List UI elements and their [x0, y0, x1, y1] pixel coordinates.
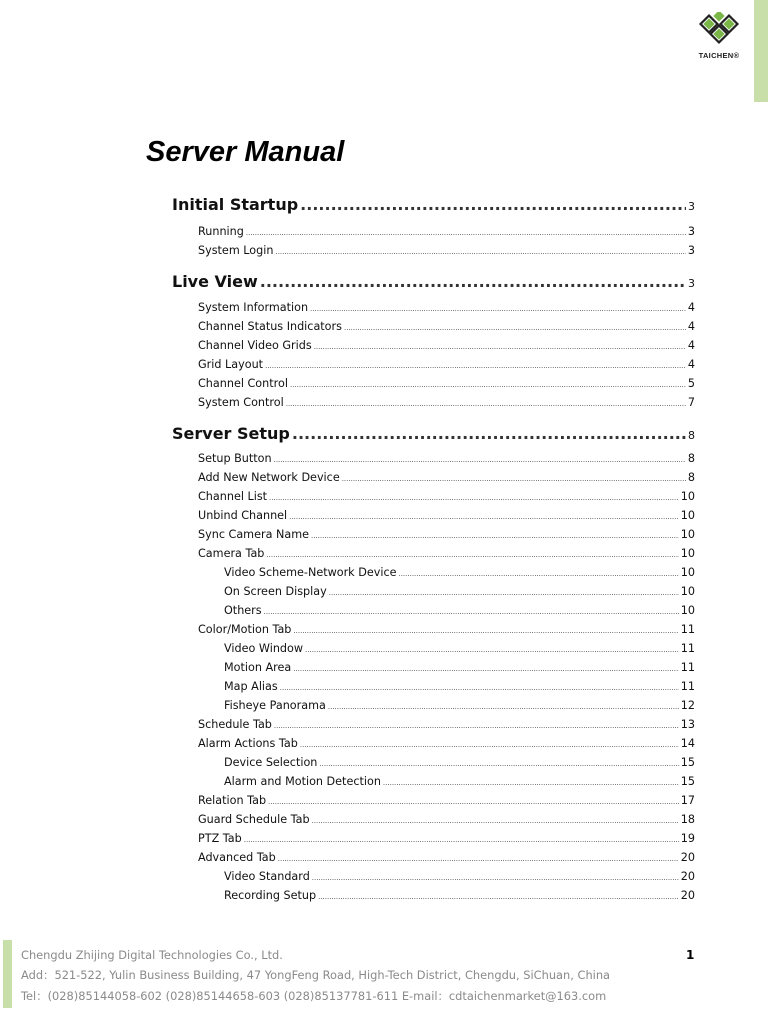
toc-entry-page: 10	[680, 585, 695, 598]
toc-entry[interactable]	[224, 889, 695, 905]
toc-entry-label: Running	[198, 225, 244, 238]
toc-entry-page: 3	[688, 200, 695, 213]
toc-entry-page: 15	[680, 756, 695, 769]
toc-entry-label: Channel List	[198, 490, 268, 503]
toc-leader-dots	[278, 855, 679, 863]
toc-leader-dots	[300, 741, 679, 749]
toc-entry-label: Add New Network Device	[198, 471, 340, 484]
toc-entry-page: 15	[680, 775, 695, 788]
toc-entry-label: Relation Tab	[198, 794, 267, 807]
toc-entry-page: 10	[680, 490, 695, 503]
toc-entry[interactable]	[198, 320, 695, 336]
toc-leader-dots	[328, 703, 679, 711]
toc-entry-label: Guard Schedule Tab	[198, 813, 310, 826]
toc-leader-dots	[274, 456, 686, 464]
toc-leader-dots	[311, 532, 679, 540]
toc-leader-dots	[305, 646, 679, 654]
toc-entry-page: 3	[687, 244, 695, 257]
toc-entry[interactable]	[198, 813, 695, 829]
toc-entry-page: 10	[680, 528, 695, 541]
toc-entry-page: 3	[687, 225, 695, 238]
toc-entry-page: 18	[680, 813, 695, 826]
toc-entry[interactable]	[172, 195, 695, 217]
toc-entry-page: 11	[680, 642, 695, 655]
toc-entry-label: Sync Camera Name	[198, 528, 309, 541]
toc-entry[interactable]	[198, 737, 695, 753]
toc-entry-label: System Login	[198, 244, 274, 257]
taichen-logo-icon	[691, 12, 747, 52]
toc-entry-page: 4	[687, 320, 695, 333]
toc-entry[interactable]	[198, 718, 695, 734]
toc-entry-label: Schedule Tab	[198, 718, 272, 731]
toc-leader-dots	[329, 589, 679, 597]
toc-leader-dots	[344, 324, 686, 332]
toc-entry-label: System Information	[198, 301, 309, 314]
toc-entry-page: 20	[680, 870, 695, 883]
header-accent-bar	[754, 0, 768, 102]
toc-leader-dots	[383, 779, 679, 787]
toc-leader-dots	[268, 798, 679, 806]
toc-entry[interactable]	[198, 396, 695, 412]
footer-accent-bar	[3, 940, 12, 1008]
toc-entry[interactable]	[198, 623, 695, 639]
toc-leader-dots	[312, 874, 679, 882]
toc-leader-dots	[398, 570, 678, 578]
toc-entry[interactable]	[224, 661, 695, 677]
toc-entry-page: 11	[680, 623, 695, 636]
toc-entry-page: 20	[680, 851, 695, 864]
toc-entry[interactable]	[224, 604, 695, 620]
toc-entry-page: 13	[680, 718, 695, 731]
logo-wordmark: TAICHEN®	[698, 51, 740, 60]
toc-entry-page: 10	[680, 604, 695, 617]
toc-entry[interactable]	[172, 424, 695, 446]
toc-entry[interactable]	[198, 471, 695, 487]
toc-leader-dots	[280, 684, 679, 692]
toc-entry-label: Map Alias	[224, 680, 278, 693]
toc-entry-label: Initial Startup	[172, 195, 299, 214]
toc-entry-page: 11	[680, 661, 695, 674]
toc-entry-label: Channel Status Indicators	[198, 320, 342, 333]
toc-entry[interactable]	[198, 794, 695, 810]
footer-contact: Tel：(028)85144058-602 (028)85144658-603 (028)85137781-611 E-mail：cdtaichenmarket@163.com	[21, 989, 607, 1003]
toc-leader-dots	[293, 627, 678, 635]
toc-entry[interactable]	[198, 339, 695, 355]
toc-entry-label: Advanced Tab	[198, 851, 276, 864]
toc-leader-dots	[246, 229, 686, 237]
toc-entry-label: Alarm and Motion Detection	[224, 775, 381, 788]
toc-entry[interactable]	[198, 851, 695, 867]
toc-entry-page: 10	[680, 547, 695, 560]
toc-entry-label: Fisheye Panorama	[224, 699, 326, 712]
toc-entry-page: 8	[688, 429, 695, 442]
toc-entry-page: 7	[687, 396, 695, 409]
taichen-logo	[691, 12, 747, 64]
toc-entry[interactable]	[198, 509, 695, 525]
toc-entry-page: 3	[688, 277, 695, 290]
toc-entry-page: 10	[680, 566, 695, 579]
toc-leader-dots	[289, 513, 679, 521]
toc-leader-dots	[300, 195, 686, 214]
toc-entry[interactable]	[198, 358, 695, 374]
toc-entry-label: Live View	[172, 272, 258, 291]
toc-entry[interactable]	[198, 452, 695, 468]
toc-leader-dots	[264, 608, 679, 616]
toc-leader-dots	[286, 400, 686, 408]
toc-entry[interactable]	[198, 377, 695, 393]
toc-entry[interactable]	[198, 547, 695, 563]
toc-entry-page: 8	[687, 452, 695, 465]
toc-leader-dots	[244, 836, 679, 844]
toc-entry[interactable]	[224, 756, 695, 772]
page-number: 1	[686, 948, 695, 962]
toc-entry[interactable]	[224, 585, 695, 601]
toc-leader-dots	[292, 424, 686, 443]
toc-entry-label: System Control	[198, 396, 284, 409]
toc-leader-dots	[274, 722, 679, 730]
toc-entry-label: Recording Setup	[224, 889, 317, 902]
toc-entry-label: Video Window	[224, 642, 304, 655]
toc-entry[interactable]	[224, 870, 695, 886]
toc-entry[interactable]	[224, 699, 695, 715]
footer-company: Chengdu Zhijing Digital Technologies Co., Ltd.	[21, 948, 283, 962]
page-title: Server Manual	[146, 136, 345, 168]
toc-entry-page: 20	[680, 889, 695, 902]
toc-leader-dots	[269, 494, 679, 502]
toc-entry[interactable]	[198, 528, 695, 544]
toc-entry-label: Motion Area	[224, 661, 292, 674]
toc-leader-dots	[290, 381, 686, 389]
toc-entry-label: Color/Motion Tab	[198, 623, 292, 636]
toc-entry[interactable]	[224, 680, 695, 696]
toc-entry[interactable]	[224, 642, 695, 658]
toc-entry-label: Channel Video Grids	[198, 339, 312, 352]
toc-entry-label: Alarm Actions Tab	[198, 737, 298, 750]
toc-leader-dots	[275, 248, 685, 256]
toc-entry-label: Grid Layout	[198, 358, 264, 371]
toc-entry-page: 4	[687, 339, 695, 352]
toc-entry-page: 14	[680, 737, 695, 750]
toc-entry-page: 8	[687, 471, 695, 484]
toc-entry-label: Others	[224, 604, 262, 617]
toc-leader-dots	[342, 475, 686, 483]
toc-leader-dots	[319, 760, 678, 768]
toc-entry-label: PTZ Tab	[198, 832, 242, 845]
toc-entry-label: Video Scheme-Network Device	[224, 566, 397, 579]
toc-entry-page: 12	[680, 699, 695, 712]
toc-leader-dots	[265, 362, 686, 370]
toc-entry[interactable]	[198, 490, 695, 506]
toc-entry-label: Setup Button	[198, 452, 272, 465]
toc-entry-page: 5	[687, 377, 695, 390]
toc-entry[interactable]	[224, 775, 695, 791]
toc-leader-dots	[260, 272, 686, 291]
toc-entry-label: Camera Tab	[198, 547, 265, 560]
toc-entry-label: On Screen Display	[224, 585, 327, 598]
toc-entry-label: Unbind Channel	[198, 509, 288, 522]
toc-leader-dots	[312, 817, 679, 825]
toc-entry-label: Video Standard	[224, 870, 310, 883]
toc-entry[interactable]	[198, 244, 695, 260]
toc-leader-dots	[293, 665, 679, 673]
toc-entry[interactable]	[198, 832, 695, 848]
toc-entry-label: Device Selection	[224, 756, 318, 769]
toc-leader-dots	[314, 343, 686, 351]
toc-entry-label: Server Setup	[172, 424, 290, 443]
toc-entry[interactable]	[198, 225, 695, 241]
toc-leader-dots	[318, 893, 679, 901]
footer-address: Add：521-522, Yulin Business Building, 47 YongFeng Road, High-Tech District, Chengdu, SiChuan, China	[21, 968, 611, 982]
toc-entry[interactable]	[198, 301, 695, 317]
toc-entry-page: 19	[680, 832, 695, 845]
toc-entry[interactable]	[224, 566, 695, 582]
toc-leader-dots	[310, 305, 686, 313]
toc-leader-dots	[266, 551, 678, 559]
toc-entry-page: 10	[680, 509, 695, 522]
toc-entry[interactable]	[172, 272, 695, 294]
toc-entry-page: 4	[687, 301, 695, 314]
toc-entry-page: 4	[687, 358, 695, 371]
toc-entry-page: 11	[680, 680, 695, 693]
toc-entry-page: 17	[680, 794, 695, 807]
toc-entry-label: Channel Control	[198, 377, 288, 390]
